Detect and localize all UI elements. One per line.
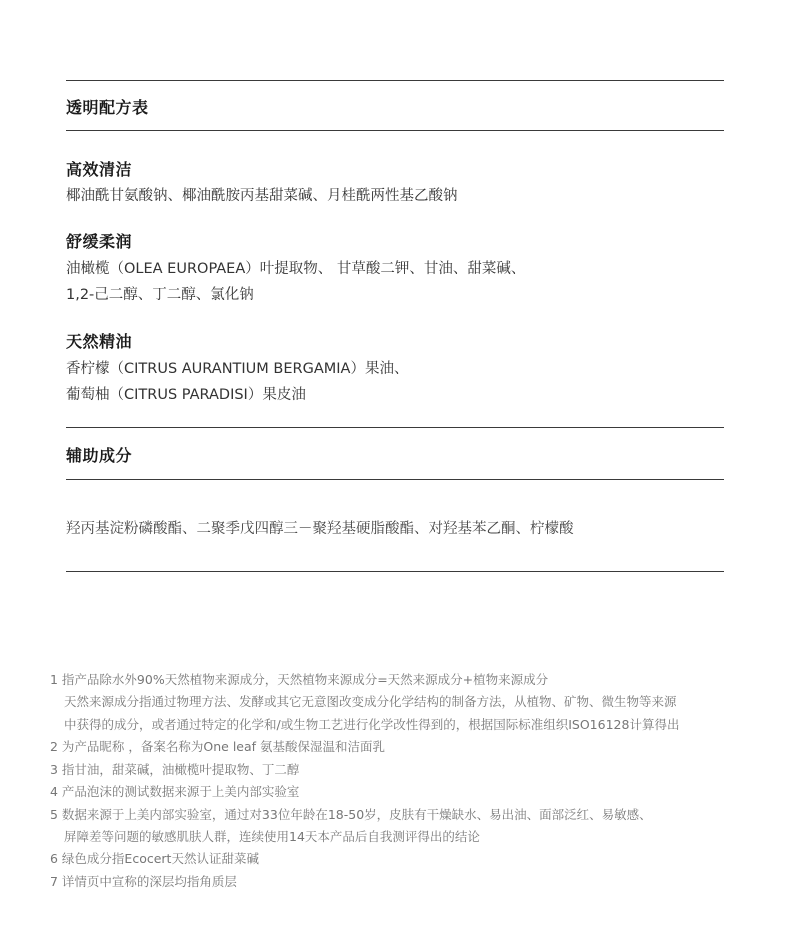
divider-top: [66, 80, 724, 81]
footnote-5: 5 数据来源于上美内部实验室，通过对33位年龄在18-50岁，皮肤有干燥缺水、易出油、面部泛红、易敏感、: [50, 807, 652, 822]
group-line: 油橄榄（OLEA EUROPAEA）叶提取物、 甘草酸二钾、甘油、甜菜碱、: [66, 261, 526, 277]
group-line: 1,2-己二醇、丁二醇、氯化钠: [66, 287, 254, 303]
footnote-2: 2 为产品昵称 ，备案名称为One leaf 氨基酸保湿温和洁面乳: [50, 739, 386, 754]
group-title-soothing: 舒缓柔润: [66, 232, 133, 251]
divider-under-formula-title: [66, 130, 724, 131]
divider-above-auxiliary: [66, 427, 724, 428]
footnote-7: 7 详情页中宣称的深层均指角质层: [50, 874, 237, 889]
footnote-1-cont: 天然来源成分指通过物理方法、发酵或其它无意图改变成分化学结构的制备方法，从植物、矿物、微生物等来源: [64, 694, 677, 709]
group-title-essential-oil: 天然精油: [66, 332, 133, 351]
group-title-cleansing: 高效清洁: [66, 160, 133, 179]
group-line: 葡萄柚（CITRUS PARADISI）果皮油: [66, 387, 306, 403]
group-line: 椰油酰甘氨酸钠、椰油酰胺丙基甜菜碱、月桂酰两性基乙酸钠: [66, 188, 458, 204]
divider-bottom: [66, 571, 724, 572]
auxiliary-title: 辅助成分: [66, 446, 133, 465]
footnote-6: 6 绿色成分指Ecocert天然认证甜菜碱: [50, 851, 259, 866]
footnote-3: 3 指甘油，甜菜碱，油橄榄叶提取物、丁二醇: [50, 762, 300, 777]
group-line: 香柠檬（CITRUS AURANTIUM BERGAMIA）果油、: [66, 361, 409, 377]
footnote-1-cont: 中获得的成分，或者通过特定的化学和/或生物工艺进行化学改性得到的，根据国际标准组织ISO16128计算得出: [64, 717, 680, 732]
footnote-4: 4 产品泡沫的测试数据来源于上美内部实验室: [50, 784, 300, 799]
footnote-5-cont: 屏障差等问题的敏感肌肤人群，连续使用14天本产品后自我测评得出的结论: [64, 829, 480, 844]
formula-table-title: 透明配方表: [66, 98, 149, 117]
auxiliary-ingredients: 羟丙基淀粉磷酸酯、二聚季戊四醇三－聚羟基硬脂酸酯、对羟基苯乙酮、柠檬酸: [66, 521, 574, 537]
divider-under-auxiliary-title: [66, 479, 724, 480]
footnote-1: 1 指产品除水外90%天然植物来源成分，天然植物来源成分=天然来源成分+植物来源成分: [50, 672, 549, 687]
